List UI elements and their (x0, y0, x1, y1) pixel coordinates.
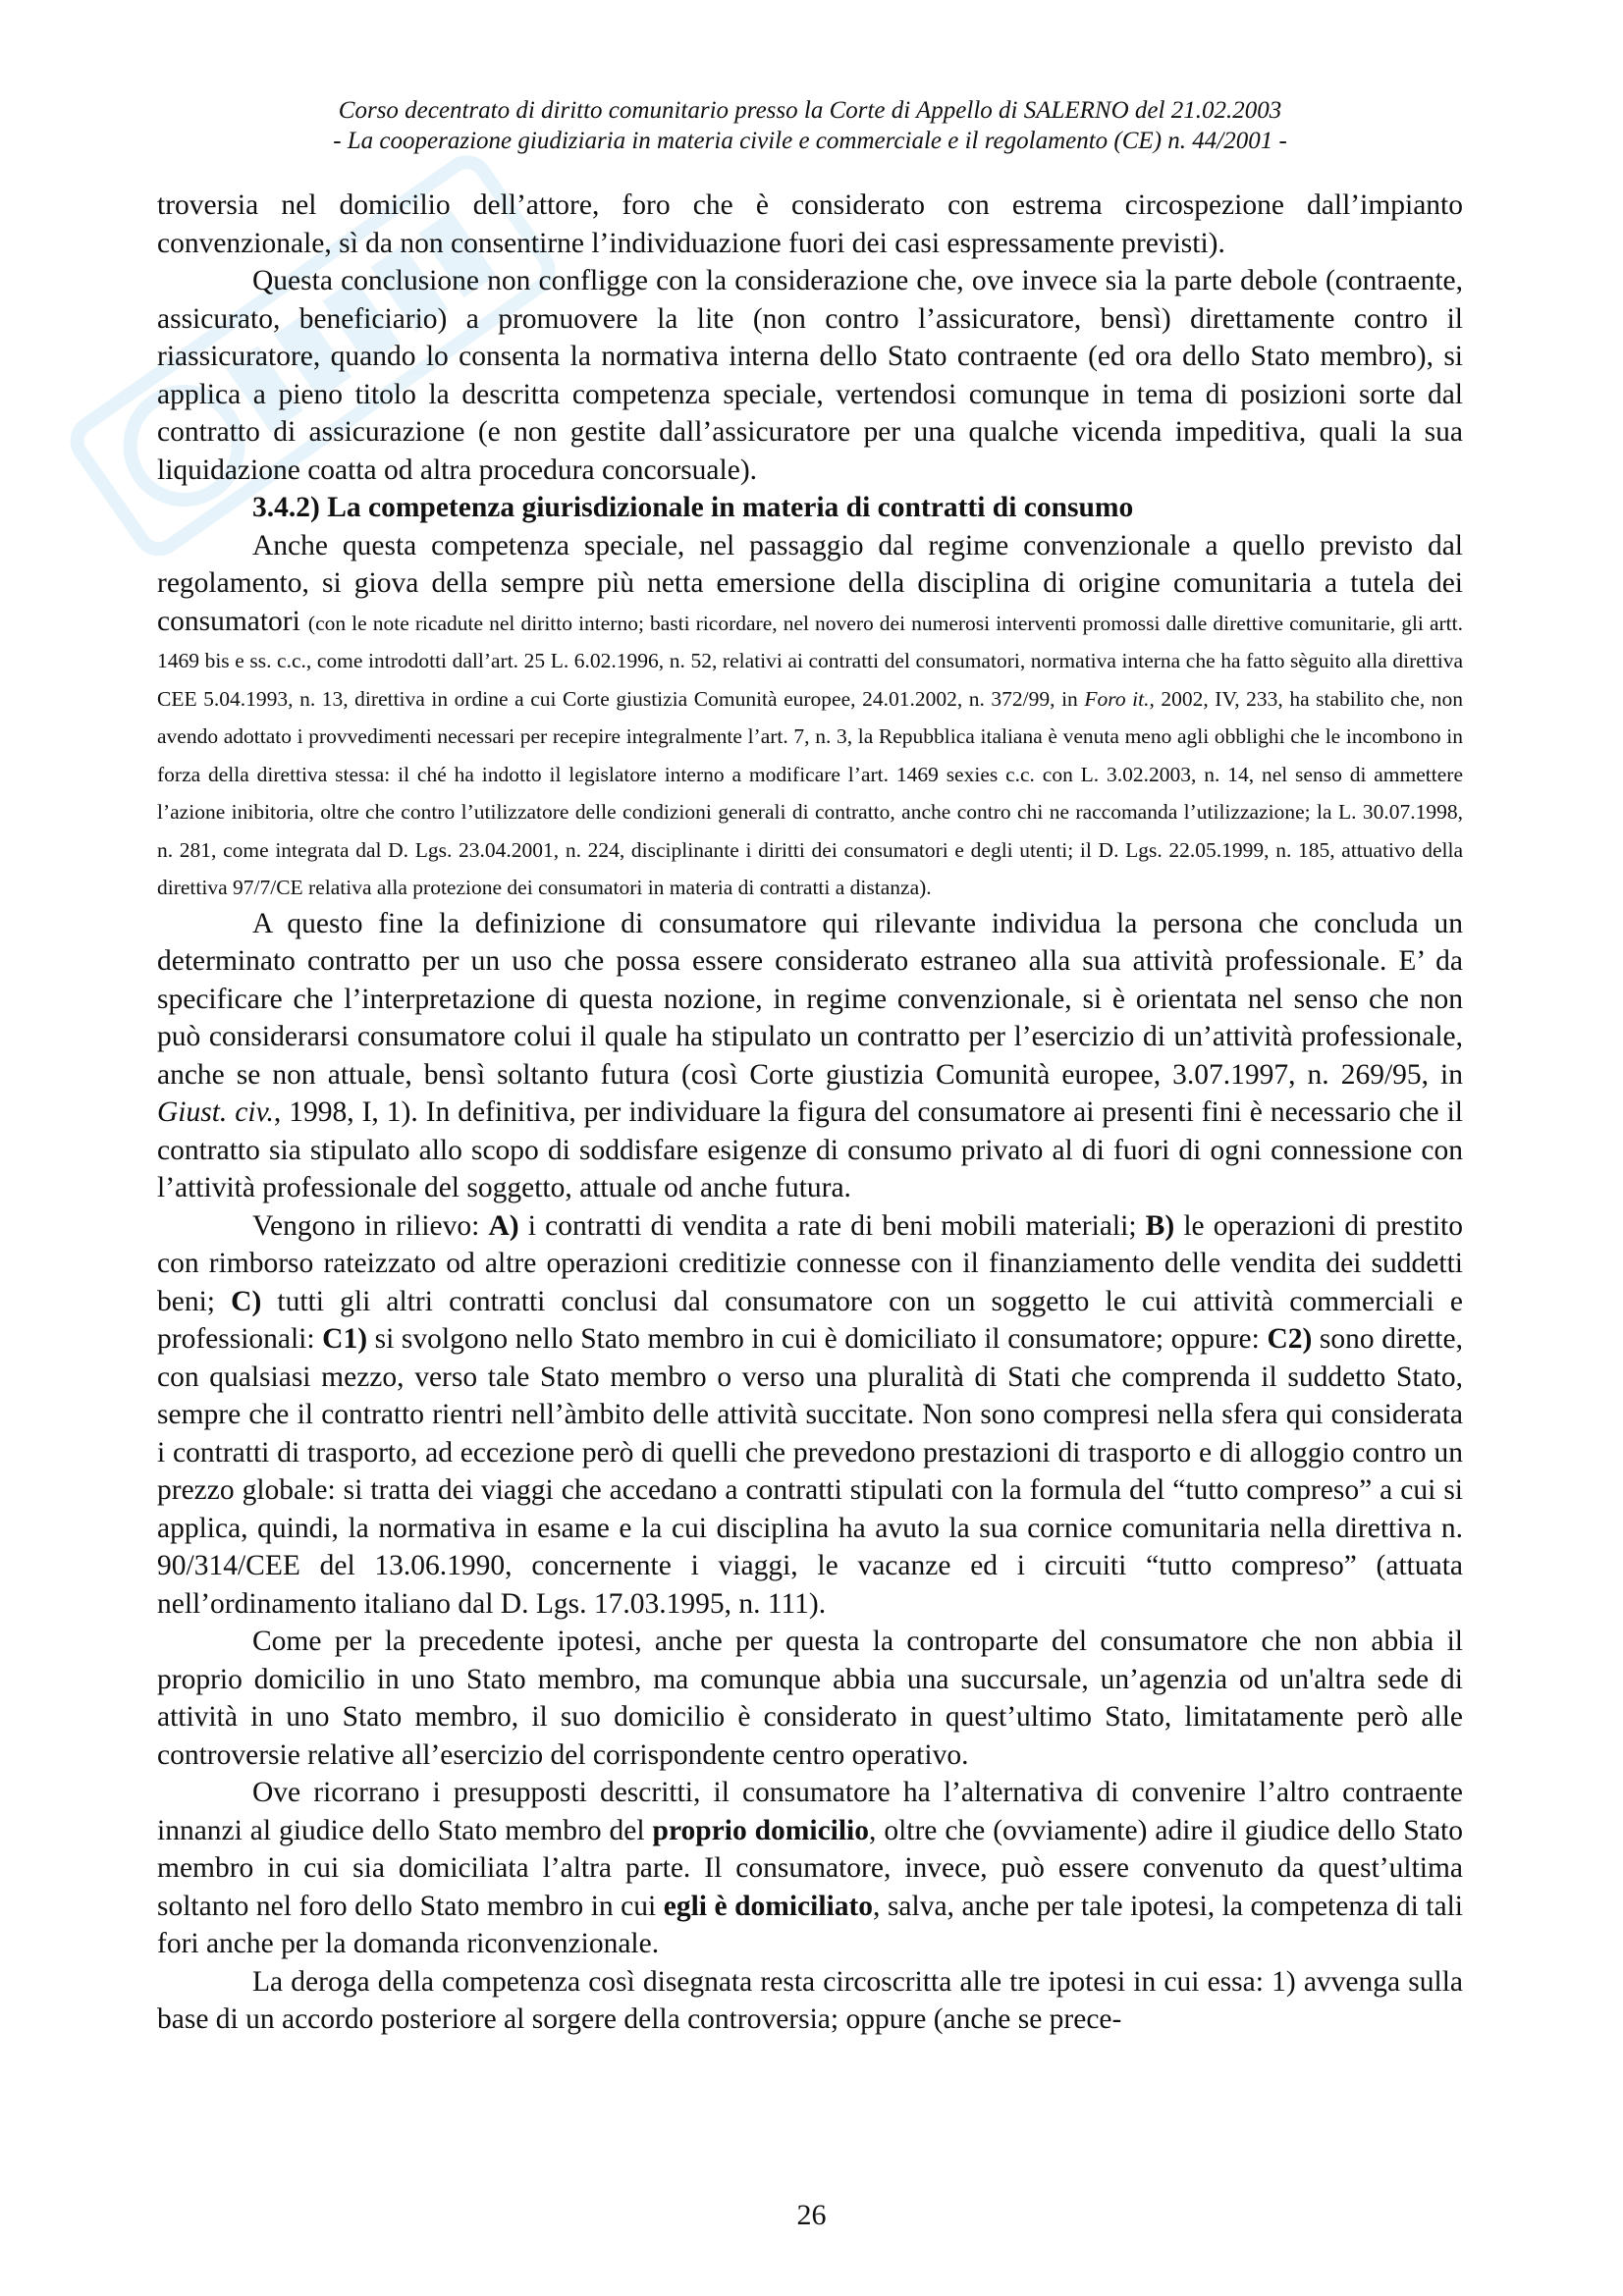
paragraph-8: La deroga della competenza così disegnata resta circoscritta alle tre ipotesi in cui essa: 1) avvenga sulla base di un accordo posteriore al sorgere della controversia; oppure (anche se prece- (157, 1965, 1463, 2035)
section-heading: 3.4.2) La competenza giurisdizionale in materia di contratti di consumo (252, 492, 1134, 523)
p5-text: tutti gli altri contratti conclusi dal consumatore con un soggetto le cui attività commerciali e professionali: (157, 1285, 1463, 1355)
header-line-2: - La cooperazione giudiziaria in materia civile e commerciale e il regolamento (CE) n. 44/2001 - (333, 128, 1287, 154)
paragraph-1: troversia nel domicilio dell’attore, foro che è considerato con estrema circospezione dall’impianto convenzionale, sì da non consentirne l’individuazione fuori dei casi espressamente previsti). (157, 189, 1463, 259)
p7-bold-own-domicile: proprio domicilio (652, 1814, 869, 1846)
paragraph-2: Questa conclusione non confligge con la considerazione che, ove invece sia la parte debole (contraente, assicurato, beneficiario) a promuovere la lite (non contro l’assicuratore, bensì) direttamente contro il riassicuratore, quando lo consenta la normativa interna dello Stato contraente (ed ora dello Stato membro), si applica a pieno titolo la descritta competenza speciale, vertendosi comunque in tema di posizioni sorte dal contratto di assicurazione (e non gestite dall’assicuratore per una qualche vicenda impeditiva, quali la sua liquidazione coatta od altra procedura concorsuale). (157, 265, 1463, 486)
p5-label-c1: C1) (322, 1323, 368, 1355)
paragraph-4-text-a: A questo fine la definizione di consumatore qui rilevante individua la persona che concluda un determinato contratto per un uso che possa essere considerato estraneo alla sua attività professionale. E’ da specificare che l’interpretazione di questa nozione, in regime convenzionale, si è orientata nel senso che non può considerarsi consumatore colui il quale ha stipulato un contratto per l’esercizio di un’attività professionale, anche se non attuale, bensì soltanto futura (così Corte giustizia Comunità europee, 3.07.1997, n. 269/95, in (157, 907, 1463, 1091)
paragraph-3 (157, 527, 1463, 905)
note-text-b: , 2002, IV, 233, ha stabilito che, non avendo adottato i provvedimenti necessari per recepire integralmente l’art. 7, n. 3, la Repubblica italiana è venuta meno agli obblighi che le incombono in forza della direttiva stessa: il ché ha indotto il legislatore interno a modificare l’art. 1469 sexies c.c. con L. 3.02.2003, n. 14, nel senso di ammettere l’azione inibitoria, oltre che contro l’utilizzatore delle condizioni generali di contratto, anche contro chi ne raccomanda l’utilizzazione; la L. 30.07.1998, n. 281, come integrata dal D. Lgs. 23.04.2001, n. 224, disciplinante i diritti dei consumatori e degli utenti; il D. Lgs. 22.05.1999, n. 185, attuativo della direttiva 97/7/CE relativa alla protezione dei consumatori in materia di contratti a distanza). (157, 686, 1464, 899)
note-text-a: (con le note ricadute nel diritto interno; basti ricordare, nel novero dei numerosi interventi promossi dalle direttive comunitarie, gli artt. 1469 bis e ss. c.c., come introdotti dall’art. 25 L. 6.02.1996, n. 52, relativi ai contratti del consumatori, normativa interna che ha fatto sèguito alla direttiva CEE 5.04.1993, n. 13, direttiva in ordine a cui Corte giustizia Comunità europee, 24.01.2002, n. 372/99, in (157, 611, 1463, 711)
running-header (157, 95, 1463, 156)
p7-text: , salva, anche per tale ipotesi, la competenza di tali fori anche per la domanda riconvenzionale. (157, 1890, 1463, 1959)
p5-text: sono dirette, con qualsiasi mezzo, verso tale Stato membro o verso una pluralità di Stati che comprenda il suddetto Stato, sempre che il contratto rientri nell’àmbito delle attività succitate. Non sono compresi nella sfera qui considerata i contratti di trasporto, ad eccezione però di quelli che prevedono prestazioni di trasporto e di alloggio contro un prezzo globale: si tratta dei viaggi che accedano a contratti stipulati con la formula del “tutto compreso” a cui si applica, quindi, la normativa in esame e la cui disciplina ha avuto la sua cornice comunitaria nella direttiva n. 90/314/CEE del 13.06.1990, concernente i viaggi, le vacanze ed i circuiti “tutto compreso” (attuata nell’ordinamento italiano dal D. Lgs. 17.03.1995, n. 111). (157, 1323, 1463, 1620)
page-number: 26 (796, 2199, 827, 2231)
p5-text: Vengono in rilievo: (252, 1209, 489, 1242)
p7-text: , oltre che (ovviamente) adire il giudice dello Stato membro in cui sia domiciliata l’altra parte. Il consumatore, invece, può essere convenuto da quest’ultima soltanto nel foro dello Stato membro in cui (157, 1814, 1463, 1922)
p5-label-a: A) (488, 1209, 519, 1242)
inline-note (157, 612, 1463, 900)
paragraph-4-text-b: , 1998, I, 1). In definitiva, per individuare la figura del consumatore ai presenti fini è necessario che il contratto sia stipulato allo scopo di soddisfare esigenze di consumo privato al di fuori di ogni connessione con l’attività professionale del soggetto, attuale od anche futura. (157, 1096, 1463, 1203)
paragraph-6: Come per la precedente ipotesi, anche per questa la controparte del consumatore che non abbia il proprio domicilio in uno Stato membro, ma comunque abbia una succursale, un’agenzia od un'altra sede di attività in uno Stato membro, il suo domicilio è considerato in quest’ultimo Stato, limitatamente però alle controversie relative all’esercizio del corrispondente centro operativo. (157, 1626, 1463, 1771)
p5-label-c: C) (231, 1285, 262, 1317)
p5-label-b: B) (1145, 1209, 1175, 1242)
note-citation-italic: Foro it. (1084, 686, 1150, 711)
p5-text: le operazioni di prestito con rimborso rateizzato od altre operazioni creditizie connesse con il finanziamento delle vendita dei suddetti beni; (157, 1209, 1463, 1317)
p5-text: i contratti di vendita a rate di beni mobili materiali; (518, 1209, 1146, 1242)
paragraph-7 (157, 1774, 1463, 1963)
p7-bold-domiciled: egli è domiciliato (663, 1890, 874, 1922)
p7-text: Ove ricorrano i presupposti descritti, il consumatore ha l’alternativa di convenire l’altro contraente innanzi al giudice dello Stato membro del (157, 1777, 1463, 1846)
body-text (157, 187, 1463, 2039)
header-line-1: Corso decentrato di diritto comunitario presso la Corte di Appello di SALERNO del 21.02.2003 (338, 97, 1282, 124)
paragraph-5 (157, 1207, 1463, 1624)
p5-label-c2: C2) (1267, 1323, 1313, 1355)
paragraph-4 (157, 905, 1463, 1207)
paragraph-4-citation-italic: Giust. civ. (157, 1096, 274, 1128)
paragraph-3-main: Anche questa competenza speciale, nel passaggio dal regime convenzionale a quello previsto dal regolamento, si giova della sempre più netta emersione della disciplina di origine comunitaria a tutela dei consumatori (157, 529, 1463, 637)
p5-text: si svolgono nello Stato membro in cui è domiciliato il consumatore; oppure: (367, 1323, 1268, 1355)
